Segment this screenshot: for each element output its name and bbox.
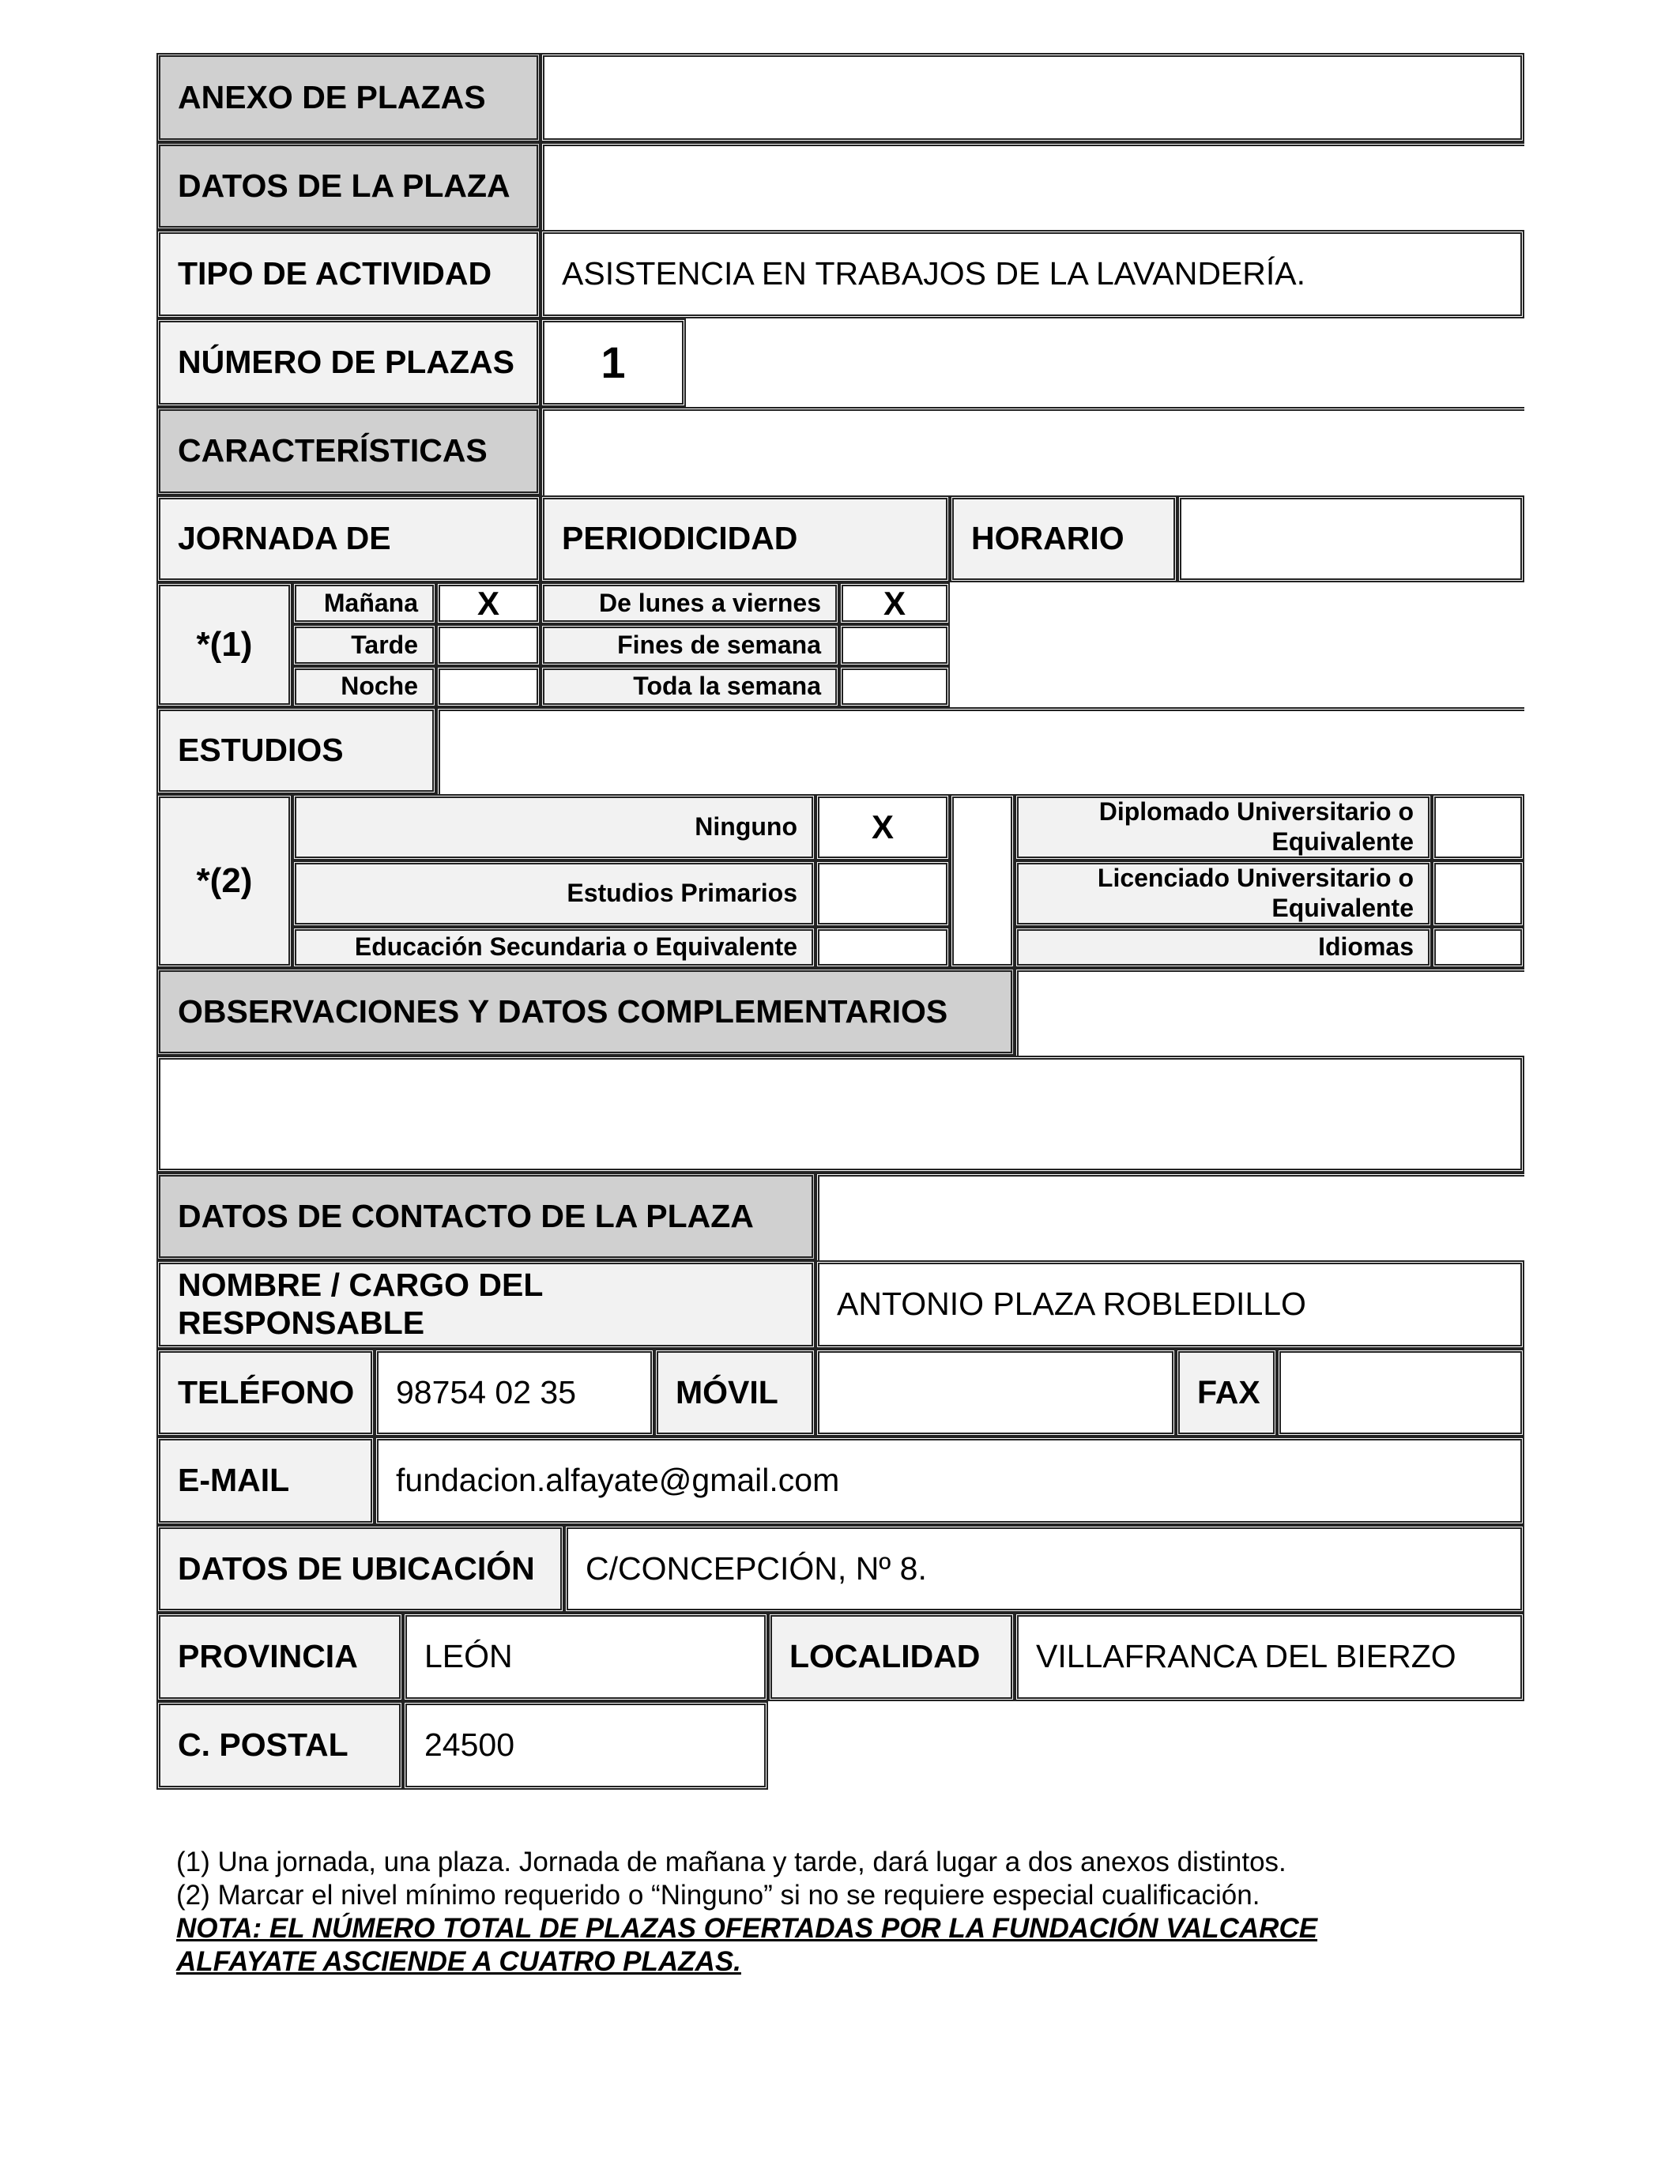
- estudio-primarios-checkbox[interactable]: [816, 860, 950, 927]
- localidad-label: LOCALIDAD: [789, 1638, 981, 1675]
- ubicacion-label: DATOS DE UBICACIÓN: [178, 1550, 535, 1587]
- turno-noche-label: Noche: [341, 672, 418, 701]
- periodo-lunes-viernes-cell: [541, 582, 839, 624]
- email-label-cell: [156, 1437, 375, 1525]
- anexo-label-cell: [156, 53, 541, 142]
- jornada-label-cell: [156, 495, 541, 582]
- numero-plazas-value: 1: [601, 337, 626, 388]
- estudio-idiomas-label: Idiomas: [1318, 932, 1414, 962]
- jornada-ref-cell: [156, 582, 292, 707]
- estudio-diplomado-mark: [1436, 798, 1520, 857]
- estudio-idiomas-cell: [1015, 927, 1432, 968]
- provincia-value-cell[interactable]: [403, 1613, 768, 1701]
- contacto-label: DATOS DE CONTACTO DE LA PLAZA: [178, 1197, 754, 1234]
- movil-label: MÓVIL: [676, 1373, 778, 1410]
- periodo-fines-semana-cell: [541, 624, 839, 666]
- turno-manana-checkbox[interactable]: [436, 582, 541, 624]
- estudio-diplomado-line1: Diplomado Universitario o: [1098, 797, 1414, 827]
- caracteristicas-label: CARACTERÍSTICAS: [178, 432, 488, 469]
- responsable-value: ANTONIO PLAZA ROBLEDILLO: [837, 1286, 1306, 1323]
- anexo-label: ANEXO DE PLAZAS: [178, 78, 486, 115]
- periodo-toda-semana-label: Toda la semana: [633, 672, 821, 701]
- cpostal-value-cell[interactable]: [403, 1701, 768, 1790]
- nota-line-1: NOTA: EL NÚMERO TOTAL DE PLAZAS OFERTADAS POR LA FUNDACIÓN VALCARCE: [176, 1913, 1318, 1944]
- jornada-label: JORNADA DE: [178, 520, 391, 557]
- estudio-idiomas-checkbox[interactable]: [1432, 927, 1524, 968]
- anexo-value: [562, 57, 1509, 138]
- turno-noche-cell: [292, 666, 436, 707]
- responsable-label-line1: NOMBRE / CARGO DEL: [178, 1267, 544, 1304]
- estudio-licenciado-line1: Licenciado Universitario o: [1097, 864, 1414, 893]
- responsable-label-cell: [156, 1260, 816, 1349]
- periodo-fines-semana-checkbox[interactable]: [839, 624, 950, 666]
- email-value-cell[interactable]: [375, 1437, 1524, 1525]
- turno-tarde-mark: [440, 628, 537, 662]
- estudios-ref: *(2): [196, 861, 253, 901]
- responsable-label-line2: RESPONSABLE: [178, 1305, 425, 1341]
- caracteristicas-label-cell: [156, 407, 541, 495]
- observaciones-value: [178, 1060, 1509, 1169]
- ubicacion-value: C/CONCEPCIÓN, Nº 8.: [586, 1550, 927, 1587]
- localidad-value: VILLAFRANCA DEL BIERZO: [1036, 1638, 1456, 1675]
- estudios-divider-cell: [950, 794, 1015, 968]
- datos-plaza-value-cell: [541, 142, 1524, 230]
- observaciones-spacer: [1015, 968, 1524, 1056]
- datos-plaza-value: [562, 146, 1513, 230]
- periodicidad-label: PERIODICIDAD: [562, 520, 798, 557]
- numero-plazas-value-cell[interactable]: [541, 318, 686, 407]
- email-value: fundacion.alfayate@gmail.com: [396, 1462, 840, 1499]
- turno-manana-mark: X: [477, 584, 499, 622]
- estudios-ref-cell: [156, 794, 292, 968]
- estudios-label: ESTUDIOS: [178, 732, 344, 769]
- footnotes: [176, 1846, 1614, 1979]
- estudio-ninguno-mark: X: [871, 808, 894, 846]
- fax-label: FAX: [1197, 1373, 1260, 1410]
- estudio-primarios-cell: [292, 860, 816, 927]
- estudio-secundaria-cell: [292, 927, 816, 968]
- estudio-licenciado-checkbox[interactable]: [1432, 860, 1524, 927]
- tipo-actividad-label: TIPO DE ACTIVIDAD: [178, 255, 492, 292]
- ubicacion-value-cell[interactable]: [564, 1525, 1524, 1613]
- periodo-lunes-viernes-mark: X: [883, 584, 906, 622]
- observaciones-label-cell: [156, 968, 1015, 1056]
- turno-manana-label: Mañana: [323, 588, 418, 617]
- turno-noche-mark: [440, 670, 537, 703]
- periodo-fines-semana-mark: [843, 628, 946, 662]
- estudio-primarios-mark: [819, 864, 946, 923]
- estudio-licenciado-mark: [1436, 864, 1520, 923]
- responsable-value-cell[interactable]: [816, 1260, 1524, 1349]
- datos-plaza-label-cell: [156, 142, 541, 230]
- observaciones-value-cell[interactable]: [156, 1056, 1524, 1173]
- datos-plaza-label: DATOS DE LA PLAZA: [178, 167, 510, 204]
- estudio-secundaria-mark: [819, 931, 946, 964]
- cpostal-value: 24500: [424, 1726, 515, 1764]
- estudio-secundaria-checkbox[interactable]: [816, 927, 950, 968]
- tipo-actividad-value: ASISTENCIA EN TRABAJOS DE LA LAVANDERÍA.: [562, 255, 1306, 292]
- telefono-label-cell: [156, 1349, 375, 1437]
- telefono-label: TELÉFONO: [178, 1373, 355, 1410]
- jornada-ref: *(1): [196, 625, 253, 665]
- horario-value-cell[interactable]: [1177, 495, 1524, 582]
- telefono-value-cell[interactable]: [375, 1349, 654, 1437]
- footnote-1: (1) Una jornada, una plaza. Jornada de mañana y tarde, dará lugar a dos anexos distintos.: [176, 1847, 1286, 1877]
- periodo-toda-semana-cell: [541, 666, 839, 707]
- provincia-label: PROVINCIA: [178, 1638, 358, 1675]
- estudio-diplomado-line2: Equivalente: [1271, 827, 1414, 856]
- email-label: E-MAIL: [178, 1462, 290, 1499]
- localidad-value-cell[interactable]: [1015, 1613, 1524, 1701]
- tipo-actividad-value-cell[interactable]: [541, 230, 1524, 318]
- turno-noche-checkbox[interactable]: [436, 666, 541, 707]
- telefono-value: 98754 02 35: [396, 1373, 577, 1410]
- estudio-diplomado-cell: [1015, 794, 1432, 860]
- horario-label: HORARIO: [971, 520, 1124, 557]
- periodo-fines-semana-label: Fines de semana: [617, 630, 821, 659]
- horario-label-cell: [950, 495, 1177, 582]
- caracteristicas-spacer: [541, 407, 1524, 495]
- estudio-ninguno-cell: [292, 794, 816, 860]
- nota-line-2: ALFAYATE ASCIENDE A CUATRO PLAZAS.: [176, 1946, 741, 1977]
- turno-tarde-label: Tarde: [351, 630, 418, 659]
- anexo-value-cell[interactable]: [541, 53, 1524, 142]
- estudios-spacer: [436, 707, 1524, 794]
- estudio-primarios-label: Estudios Primarios: [567, 879, 797, 908]
- fax-value-cell[interactable]: [1277, 1349, 1524, 1437]
- estudio-licenciado-line2: Equivalente: [1271, 894, 1414, 922]
- localidad-label-cell: [768, 1613, 1015, 1701]
- footnote-2: (2) Marcar el nivel mínimo requerido o “Ninguno” si no se requiere especial cualificación.: [176, 1880, 1260, 1911]
- estudio-licenciado-cell: [1015, 860, 1432, 927]
- periodo-toda-semana-checkbox[interactable]: [839, 666, 950, 707]
- numero-plazas-label-cell: [156, 318, 541, 407]
- cpostal-label: C. POSTAL: [178, 1726, 348, 1764]
- fax-label-cell: [1176, 1349, 1277, 1437]
- estudio-licenciado-label: [1026, 864, 1414, 923]
- estudios-label-cell: [156, 707, 436, 794]
- cpostal-label-cell: [156, 1701, 403, 1790]
- estudio-diplomado-label: [1026, 798, 1414, 857]
- provincia-value: LEÓN: [424, 1638, 513, 1675]
- estudio-idiomas-mark: [1436, 931, 1520, 964]
- turno-tarde-cell: [292, 624, 436, 666]
- responsable-label: [178, 1264, 800, 1345]
- contacto-spacer: [816, 1173, 1524, 1260]
- estudio-diplomado-checkbox[interactable]: [1432, 794, 1524, 860]
- horario-value: [1199, 499, 1509, 578]
- numero-plazas-label: NÚMERO DE PLAZAS: [178, 344, 514, 381]
- movil-value: [837, 1353, 1161, 1433]
- movil-value-cell[interactable]: [816, 1349, 1176, 1437]
- estudio-ninguno-label: Ninguno: [695, 812, 797, 842]
- periodo-lunes-viernes-label: De lunes a viernes: [598, 588, 821, 617]
- periodo-lunes-viernes-checkbox[interactable]: [839, 582, 950, 624]
- periodo-toda-semana-mark: [843, 670, 946, 703]
- estudio-secundaria-label: Educación Secundaria o Equivalente: [354, 932, 797, 962]
- ubicacion-label-cell: [156, 1525, 564, 1613]
- provincia-label-cell: [156, 1613, 403, 1701]
- fax-value: [1298, 1353, 1509, 1433]
- estudio-ninguno-checkbox[interactable]: [816, 794, 950, 860]
- turno-tarde-checkbox[interactable]: [436, 624, 541, 666]
- turno-manana-cell: [292, 582, 436, 624]
- periodicidad-label-cell: [541, 495, 950, 582]
- observaciones-label: OBSERVACIONES Y DATOS COMPLEMENTARIOS: [178, 992, 948, 1030]
- tipo-actividad-label-cell: [156, 230, 541, 318]
- movil-label-cell: [654, 1349, 816, 1437]
- contacto-label-cell: [156, 1173, 816, 1260]
